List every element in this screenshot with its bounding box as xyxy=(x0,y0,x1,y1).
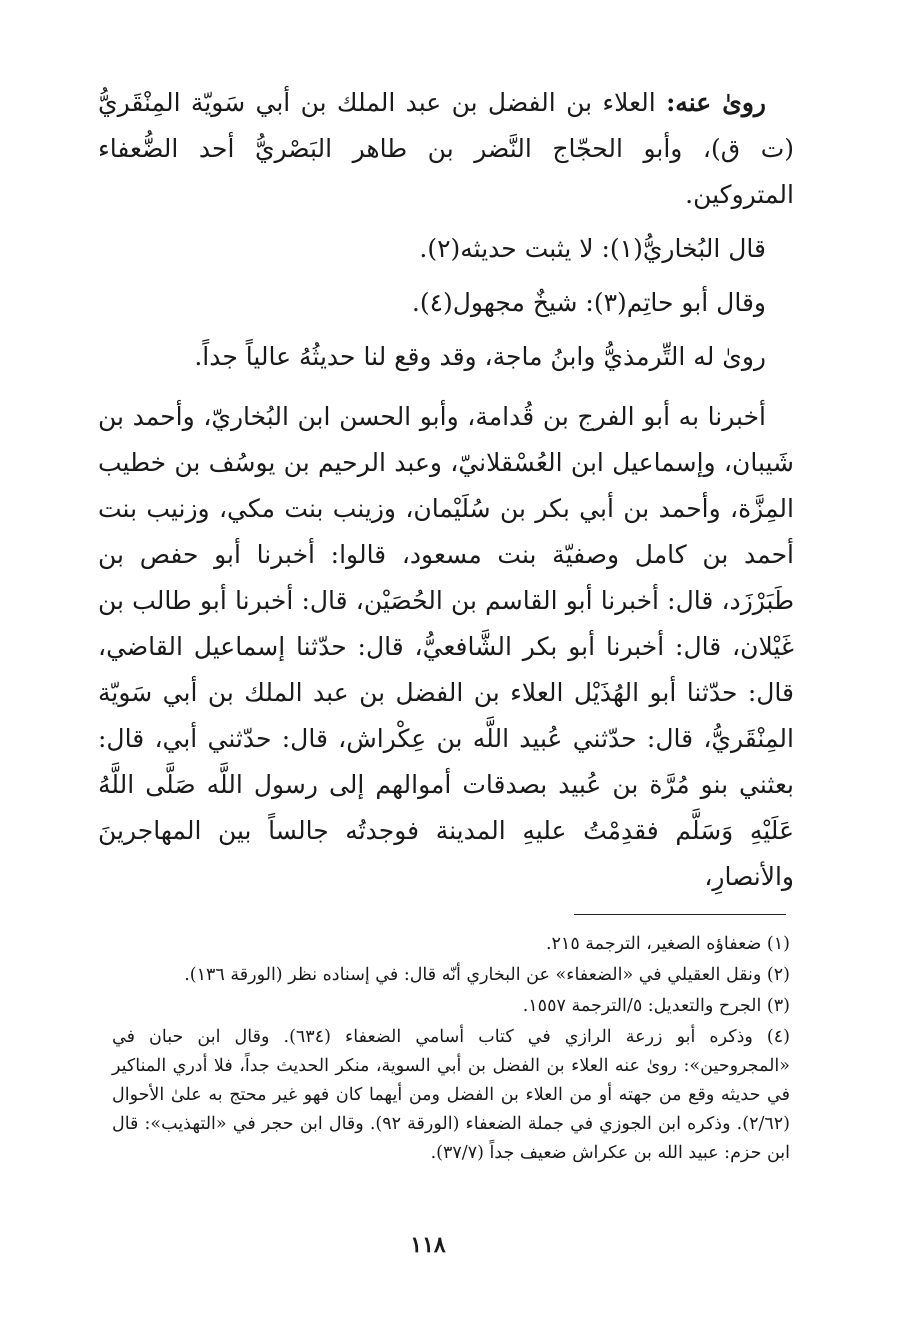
footnote-2: (٢) ونقل العقيلي في «الضعفاء» عن البخاري أنّه قال: في إسناده نظر (الورقة ١٣٦). xyxy=(184,965,790,985)
paragraph-bukhari: قال البُخاريُّ(١): لا يثبت حديثه(٢). xyxy=(419,234,766,263)
footnote-4: (٤) وذكره أبو زرعة الرازي في كتاب أسامي الضعفاء (٦٣٤). وقال ابن حبان في «المجروحين»: روىٰ عنه العلاء بن الفضل بن أبي السوية، منكر الحديث جداً، فلا أدري المناكير في حديثه وقع من جهته أو من العلاء بن الفضل ومن أيهما كان فهو غير محتج به علىٰ الأحوال (٢/٦٢). وذكره ابن الجوزي في جملة الضعفاء (الورقة ٩٢). وقال ابن حجر في «التهذيب»: قال ابن حزم: عبيد الله بن عكراش ضعيف جداً (٣٧/٧). xyxy=(112,1027,790,1163)
paragraph-narrators-text: العلاء بن الفضل بن عبد الملك بن أبي سَويّة المِنْقَريُّ (ت ق)، وأبو الحجّاج النَّضر بن طاهر البَصْريُّ أحد الضُّعفاء المتروكين. xyxy=(98,88,794,209)
paragraph-abu-hatim: وقال أبو حاتِم(٣): شيخٌ مجهول(٤). xyxy=(411,288,766,317)
footnote-1: (١) ضعفاؤه الصغير، الترجمة ٢١٥. xyxy=(545,934,790,954)
page-number: ١١٨ xyxy=(410,1232,446,1258)
main-text-block xyxy=(98,80,794,900)
paragraph-lead: روىٰ عنه: xyxy=(666,88,766,117)
paragraph-tirmidhi: روىٰ له التِّرمذيُّ وابنُ ماجة، وقد وقع لنا حديثُهُ عالياً جداً. xyxy=(194,342,766,371)
footnotes xyxy=(112,928,790,1168)
paragraph-narrators xyxy=(98,80,794,218)
footnote-3: (٣) الجرح والتعديل: ٥/الترجمة ١٥٥٧. xyxy=(522,996,790,1016)
paragraph-isnad: أخبرنا به أبو الفرج بن قُدامة، وأبو الحسن ابن البُخاريّ، وأحمد بن شَيبان، وإسماعيل ابن العُسْقلانيّ، وعبد الرحيم بن يوسُف بن خطيب المِزَّة، وأحمد بن أبي بكر بن سُلَيْمان، وزينب بنت مكي، وزنيب بنت أحمد بن كامل وصفيّة بنت مسعود، قالوا: أخبرنا أبو حفص بن طَبَرْزَد، قال: أخبرنا أبو القاسم بن الحُصَيْن، قال: أخبرنا أبو طالب بن غَيْلان، قال: أخبرنا أبو بكر الشَّافعيُّ، قال: حدّثنا إسماعيل القاضي، قال: حدّثنا أبو الهُذَيْل العلاء بن الفضل بن عبد الملك بن أبي سَويّة المِنْقَريُّ، قال: حدّثني عُبيد اللَّه بن عِكْراش، قال: حدّثني أبي، قال: بعثني بنو مُرَّة بن عُبيد بصدقات أموالهم إلى رسول اللَّه صَلَّى اللَّهُ عَلَيْهِ وَسَلَّم فقدِمْتُ عليهِ المدينة فوجدتُه جالساً بين المهاجرينَ والأنصارِ، xyxy=(98,402,794,891)
footnote-divider xyxy=(574,914,786,915)
